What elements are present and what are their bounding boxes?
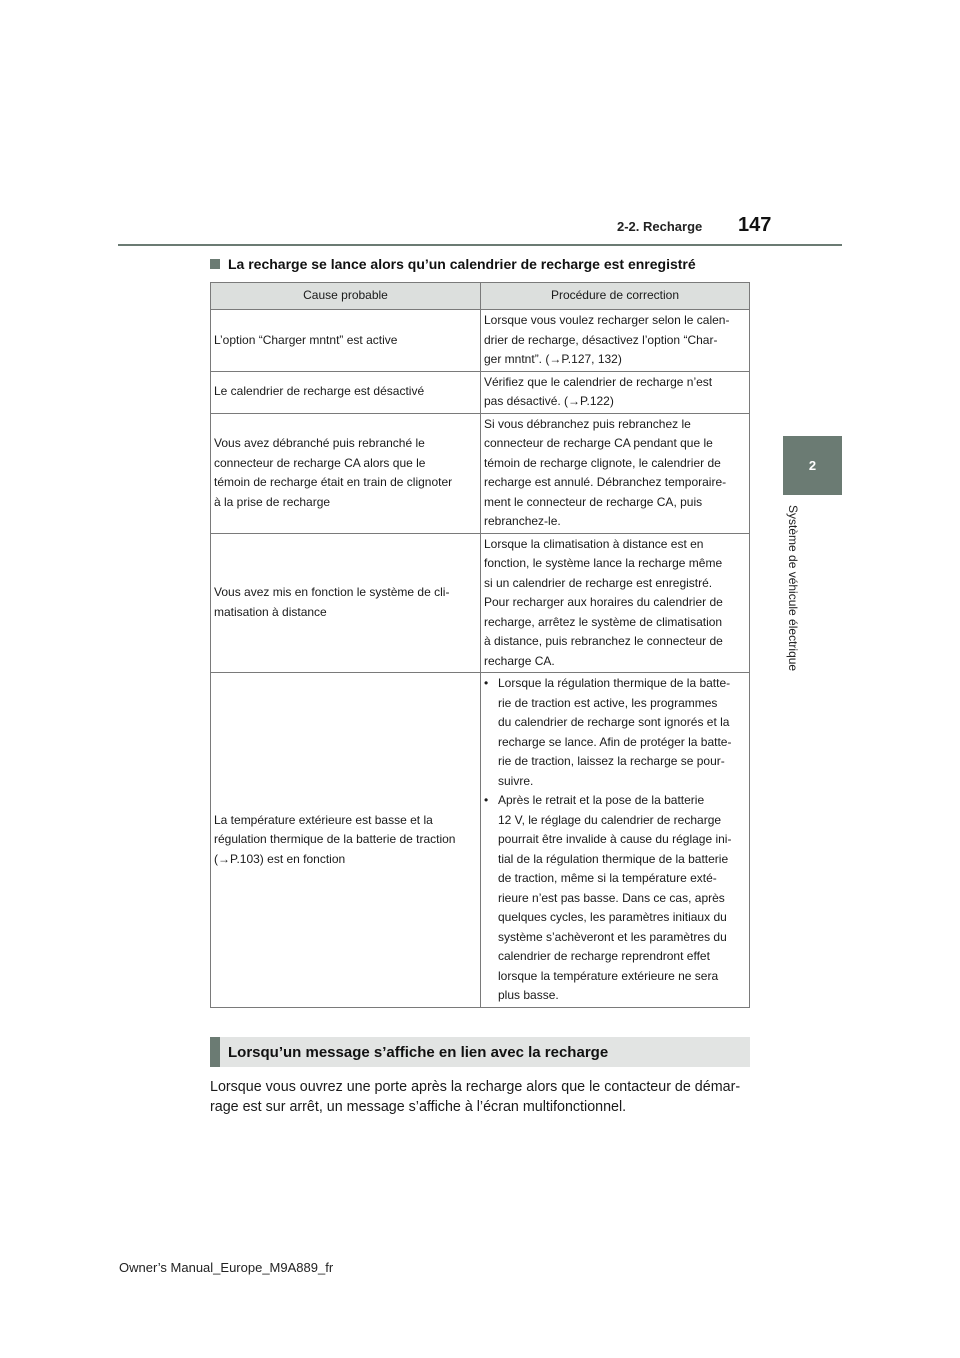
bullet-marker: • xyxy=(484,676,489,690)
fix-line: tial de la régulation thermique de la batterie xyxy=(498,851,729,866)
table-row xyxy=(211,371,750,413)
cause-line: (→P.103) est en fonction xyxy=(214,851,346,866)
fix-line: rebranchez-le. xyxy=(484,514,561,528)
fix-line: Lorsque vous voulez recharger selon le calen- xyxy=(484,313,730,327)
cause-line: connecteur de recharge CA alors que le xyxy=(214,455,426,470)
fix-cell xyxy=(481,310,750,372)
fix-line: témoin de recharge clignote, le calendrier de xyxy=(484,455,721,470)
fix-line: rie de traction est active, les programmes xyxy=(498,695,718,710)
cause-line: à la prise de recharge xyxy=(214,494,331,509)
cause-cell xyxy=(211,673,481,1008)
fix-cell xyxy=(481,371,750,413)
fix-line: connecteur de recharge CA pendant que le xyxy=(484,436,713,450)
body-line: rage est sur arrêt, un message s’affiche à l’écran multifonctionnel. xyxy=(210,1099,627,1115)
chapter-label: Système de véhicule électrique xyxy=(786,505,800,672)
fix-line: à distance, puis rebranchez le connecteur de xyxy=(484,634,723,648)
fix-line: du calendrier de recharge sont ignorés et la xyxy=(498,715,730,729)
fix-cell xyxy=(481,413,750,533)
cause-cell xyxy=(211,533,481,673)
cause-line: Vous avez mis en fonction le système de cli- xyxy=(214,585,450,600)
fix-line: suivre. xyxy=(498,773,534,788)
list-item xyxy=(484,674,746,791)
table-row xyxy=(211,533,750,673)
fix-bullet-list xyxy=(484,674,746,1006)
fix-line: calendrier de recharge reprendront effet xyxy=(498,949,710,963)
square-icon xyxy=(210,259,220,269)
cause-line: témoin de recharge était en train de clignoter xyxy=(214,475,453,489)
section-heading-text: La recharge se lance alors qu’un calendrier de recharge est enregistré xyxy=(228,256,696,272)
message-section-heading: Lorsqu’un message s’affiche en lien avec la recharge xyxy=(210,1037,750,1067)
body-paragraph xyxy=(210,1077,755,1117)
fix-line: recharge CA. xyxy=(484,653,555,668)
body-line: Lorsque vous ouvrez une porte après la recharge alors que le contacteur de démar- xyxy=(210,1079,741,1095)
cause-line: Le calendrier de recharge est désactivé xyxy=(214,384,425,399)
cause-line: matisation à distance xyxy=(214,604,327,619)
fix-line: recharge, arrêtez le système de climatisation xyxy=(484,614,723,629)
fix-line: quelques cycles, les paramètres initiaux du xyxy=(498,910,727,924)
fix-line: pas désactivé. (→P.122) xyxy=(484,394,614,408)
fix-line: pourrait être invalide à cause du réglage ini- xyxy=(498,832,732,846)
table-row xyxy=(211,413,750,533)
chapter-label-container xyxy=(783,505,803,695)
chapter-tab: 2 xyxy=(783,436,842,495)
cause-cell xyxy=(211,413,481,533)
column-header-fix: Procédure de correction xyxy=(481,283,750,310)
list-item xyxy=(484,791,746,1006)
footer-manual-id: Owner’s Manual_Europe_M9A889_fr xyxy=(119,1260,334,1275)
fix-line: ger mntnt”. (→P.127, 132) xyxy=(484,352,622,366)
fix-line: si un calendrier de recharge est enregistré. xyxy=(484,575,713,590)
fix-line: fonction, le système lance la recharge même xyxy=(484,556,723,570)
fix-line: drier de recharge, désactivez l’option “Char- xyxy=(484,332,718,347)
fix-cell xyxy=(481,673,750,1008)
cause-line: régulation thermique de la batterie de traction xyxy=(214,832,456,846)
fix-line: Lorsque la climatisation à distance est en xyxy=(484,536,704,551)
fix-line: rieure n’est pas basse. Dans ce cas, après xyxy=(498,890,725,905)
cause-line: La température extérieure est basse et la xyxy=(214,812,433,827)
table-row xyxy=(211,310,750,372)
header-divider xyxy=(118,244,842,246)
fix-line: Vérifiez que le calendrier de recharge n’est xyxy=(484,374,713,389)
table-header-row xyxy=(211,283,750,310)
fix-line: plus basse. xyxy=(498,988,559,1002)
fix-line: rie de traction, laissez la recharge se pour- xyxy=(498,754,725,768)
page-number: 147 xyxy=(738,214,772,236)
bullet-marker: • xyxy=(484,793,489,807)
section-heading xyxy=(210,256,696,272)
cause-line: Vous avez débranché puis rebranché le xyxy=(214,436,425,450)
fix-line: ment le connecteur de recharge CA, puis xyxy=(484,494,703,509)
section-label: 2-2. Recharge xyxy=(617,219,703,234)
fix-line: système s’achèveront et les paramètres du xyxy=(498,929,727,944)
fix-line: recharge se lance. Afin de protéger la batte- xyxy=(498,734,732,749)
fix-line: Pour recharger aux horaires du calendrier de xyxy=(484,595,723,609)
fix-line: lorsque la température extérieure ne sera xyxy=(498,968,719,983)
fix-line: recharge est annulé. Débranchez temporaire- xyxy=(484,475,727,489)
fix-line: de traction, même si la température exté- xyxy=(498,871,717,885)
cause-line: L’option “Charger mntnt” est active xyxy=(214,332,398,347)
causes-table xyxy=(210,282,750,1008)
fix-line: 12 V, le réglage du calendrier de recharge xyxy=(498,812,722,827)
fix-cell xyxy=(481,533,750,673)
cause-cell xyxy=(211,310,481,372)
fix-line: Après le retrait et la pose de la batterie xyxy=(498,793,705,807)
cause-cell xyxy=(211,371,481,413)
fix-line: Lorsque la régulation thermique de la batte- xyxy=(498,676,731,690)
column-header-cause: Cause probable xyxy=(211,283,481,310)
fix-line: Si vous débranchez puis rebranchez le xyxy=(484,416,691,431)
table-row xyxy=(211,673,750,1008)
